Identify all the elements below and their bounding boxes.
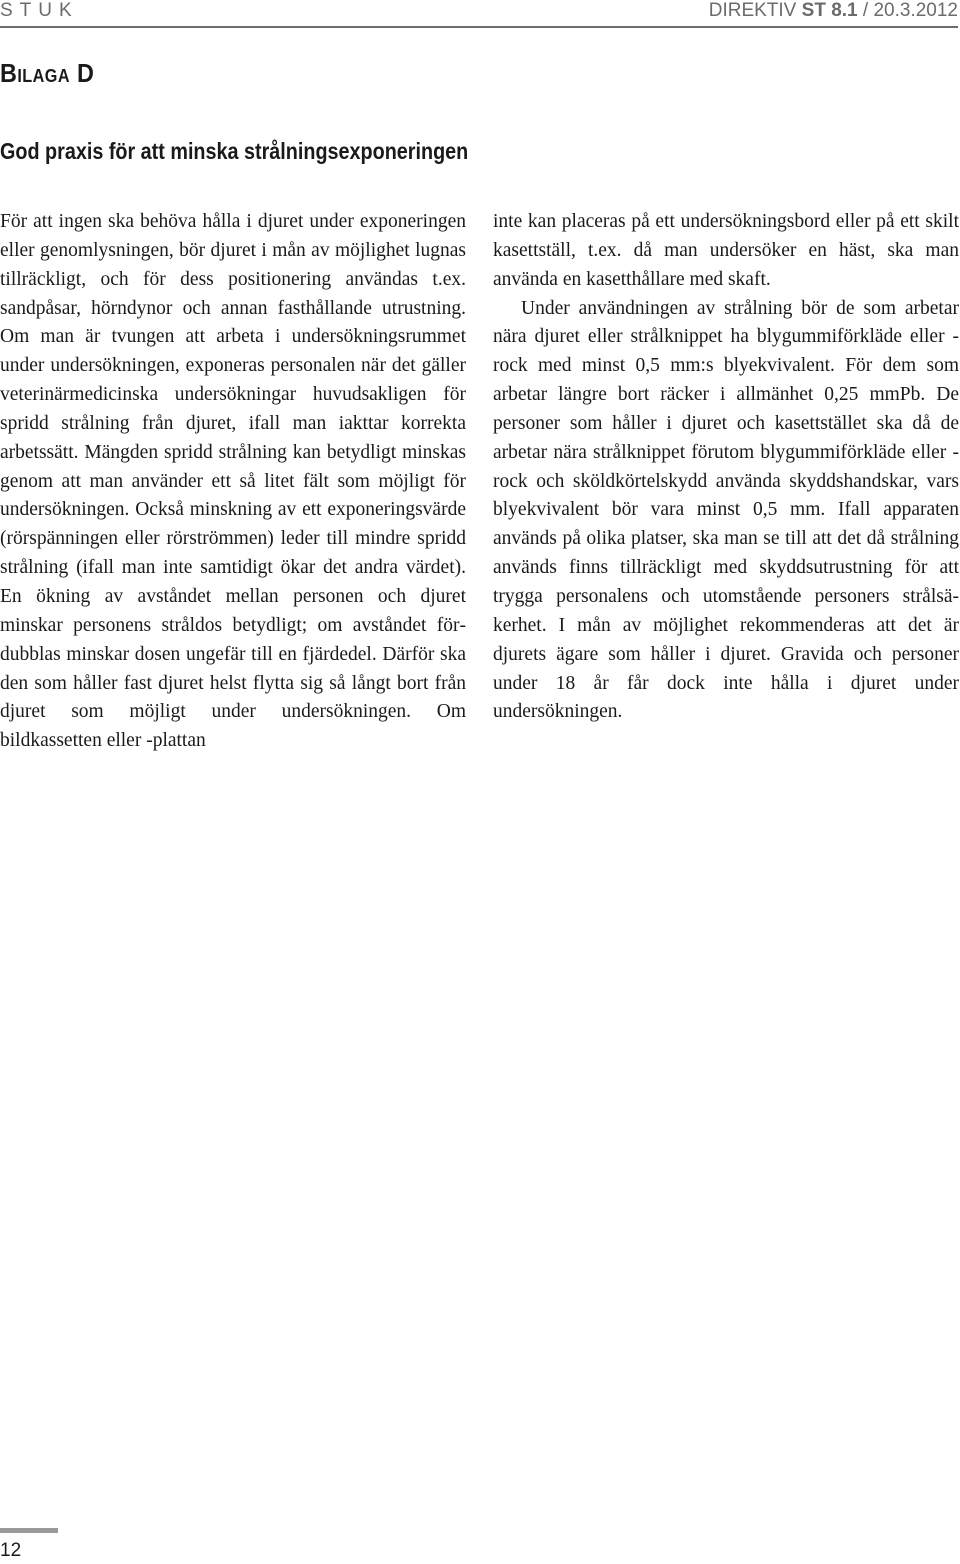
body-paragraph: För att ingen ska behöva hålla i djuret under exponeringen eller genomlysningen, bör djuret i mån av möjlighet lugnas tillräckligt, och för dess positionering användas t.ex. sandpåsar, hörndynor och annan fasthållande utrustning. Om man är tvungen att arbeta i undersökningsrummet under undersökningen, exponeras personalen när det gäller veterinärmedicinska undersökningar huvudsakligen för spridd strålning från djuret, ifall man iakttar korrekta arbetssätt. Mängden spridd strålning kan betydligt minskas genom att man använder ett så litet fält som möjligt för undersökningen. Också minskning av ett exponeringsvärde (rörspänningen eller rörströmmen) leder till mindre spridd strålning (ifall man inte samtidigt ökar det andra värdet). En ökning av avståndet mellan personen och djuret minskar personens stråldos betydligt; om avståndet fördubblas minskar dosen ungefär till en fjärdedel. Därför ska den som håller fast djuret helst flytta sig så långt bort från djuret som möjligt under undersökningen. Om bildkassetten eller -plattan (0, 211, 466, 752)
directive-date: / 20.3.2012 (857, 0, 958, 21)
organization-name: STUK (0, 0, 79, 21)
directive-code: ST 8.1 (801, 0, 858, 21)
page-header (0, 0, 958, 28)
appendix-heading: Bilaga D (0, 58, 95, 88)
document-title: God praxis för att minska strålningsexponeringen (0, 138, 469, 164)
directive-prefix: DIREKTIV (708, 0, 802, 21)
footer-rule (0, 1528, 58, 1533)
body-paragraph: Under användningen av strålning bör de som arbetar nära djuret eller strålknippet ha blygummiförkläde eller -rock med minst 0,5 mm:s blyekvivalent. För dem som arbetar längre bort räcker i allmänhet 0,25 mmPb. De personer som håller i djuret och kasettstället ska då de arbetar nära strålknippet förutom blygummiförkläde eller -rock och sköldkörtelskydd använda skyddshandskar, vars blyekvivalent bör vara minst 0,5 mm. Ifall apparaten används på olika platser, ska man se till att det då strålning används finns tillräckligt med skyddsutrustning för att trygga personalens och utomstående personers strålsäkerhet. I mån av möjlighet rekommenderas att det är djurets ägare som håller i djuret. Gravida och personer under 18 år får dock inte hålla i djuret under undersökningen. (493, 297, 959, 723)
page-number: 12 (0, 1540, 22, 1561)
body-paragraph: inte kan placeras på ett undersökningsbord eller på ett skilt kasettställ, t.ex. då man undersöker en häst, ska man använda en kasetthållare med skaft. (493, 211, 959, 290)
right-column (493, 208, 959, 727)
directive-reference (709, 0, 958, 22)
left-column (0, 208, 466, 756)
